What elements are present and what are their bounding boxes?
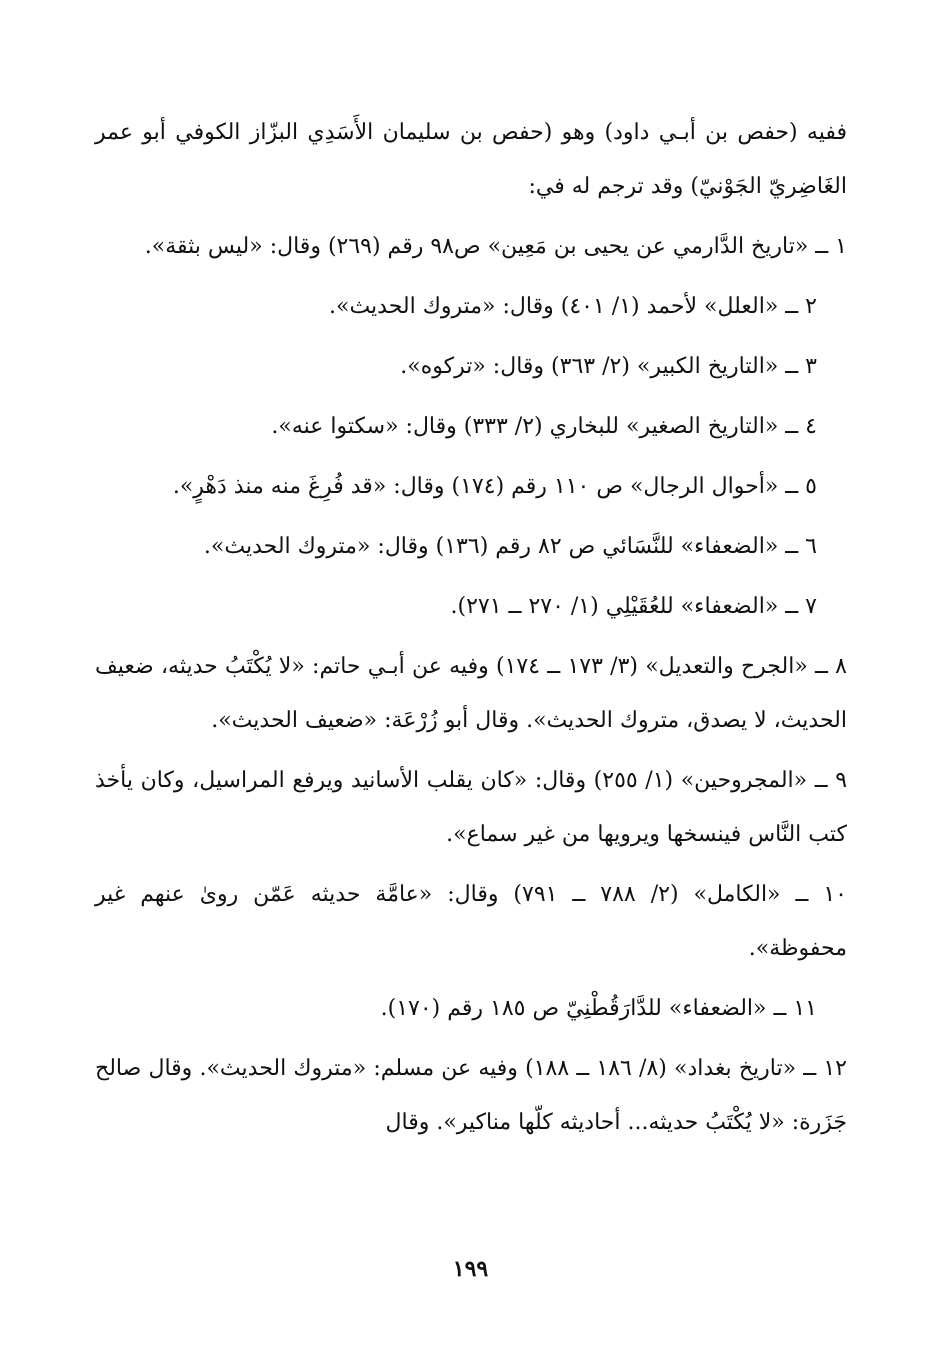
page-number: ١٩٩	[452, 1256, 489, 1282]
reference-item-11: ١١ ــ «الضعفاء» للدَّارَقُطْنِيّ ص ١٨٥ رقم (١٧٠).	[380, 996, 817, 1021]
reference-item-3: ٣ ــ «التاريخ الكبير» (٢/ ٣٦٣) وقال: «تركوه».	[400, 354, 817, 379]
reference-item-6: ٦ ــ «الضعفاء» للنَّسَائي ص ٨٢ رقم (١٣٦) وقال: «متروك الحديث».	[203, 534, 817, 559]
reference-item-10: ١٠ ــ «الكامل» (٢/ ٧٨٨ ــ ٧٩١) وقال: «عامَّة حديثه عَمّن روىٰ عنهم غير محفوظة».	[95, 882, 847, 961]
reference-item-7: ٧ ــ «الضعفاء» للعُقَيْلِي (١/ ٢٧٠ ــ ٢٧١).	[450, 594, 817, 619]
reference-item-8: ٨ ــ «الجرح والتعديل» (٣/ ١٧٣ ــ ١٧٤) وفيه عن أبـي حاتم: «لا يُكْتَبُ حديثه، ضعيف الحديث، لا يصدق، متروك الحديث». وقال أبو زُرْعَة: «ضعيف الحديث».	[95, 654, 847, 733]
reference-item-2: ٢ ــ «العلل» لأحمد (١/ ٤٠١) وقال: «متروك الحديث».	[329, 294, 817, 319]
reference-item-9: ٩ ــ «المجروحين» (١/ ٢٥٥) وقال: «كان يقلب الأسانيد ويرفع المراسيل، وكان يأخذ كتب النَّاس فينسخها ويرويها من غير سماع».	[95, 768, 848, 847]
main-text	[95, 106, 847, 1156]
reference-item-12: ١٢ ــ «تاريخ بغداد» (٨/ ١٨٦ ــ ١٨٨) وفيه عن مسلم: «متروك الحديث». وقال صالح جَزَرة: «لا يُكْتَبُ حديثه... أحاديثه كلّها مناكير». وقال	[95, 1056, 847, 1135]
reference-item-1: ١ ــ «تاريخ الدَّارمي عن يحيى بن مَعِين» ص٩٨ رقم (٢٦٩) وقال: «ليس بثقة».	[144, 234, 847, 259]
reference-item-4: ٤ ــ «التاريخ الصغير» للبخاري (٢/ ٣٣٣) وقال: «سكتوا عنه».	[271, 414, 817, 439]
intro-paragraph: ففيه (حفص بن أبـي داود) وهو (حفص بن سليمان الأَسَدِي البزّاز الكوفي أبو عمر الغَاضِريّ الجَوْنيّ) وقد ترجم له في:	[95, 120, 847, 199]
reference-item-5: ٥ ــ «أحوال الرجال» ص ١١٠ رقم (١٧٤) وقال: «قد فُرِغَ منه منذ دَهْرٍ».	[172, 474, 817, 499]
